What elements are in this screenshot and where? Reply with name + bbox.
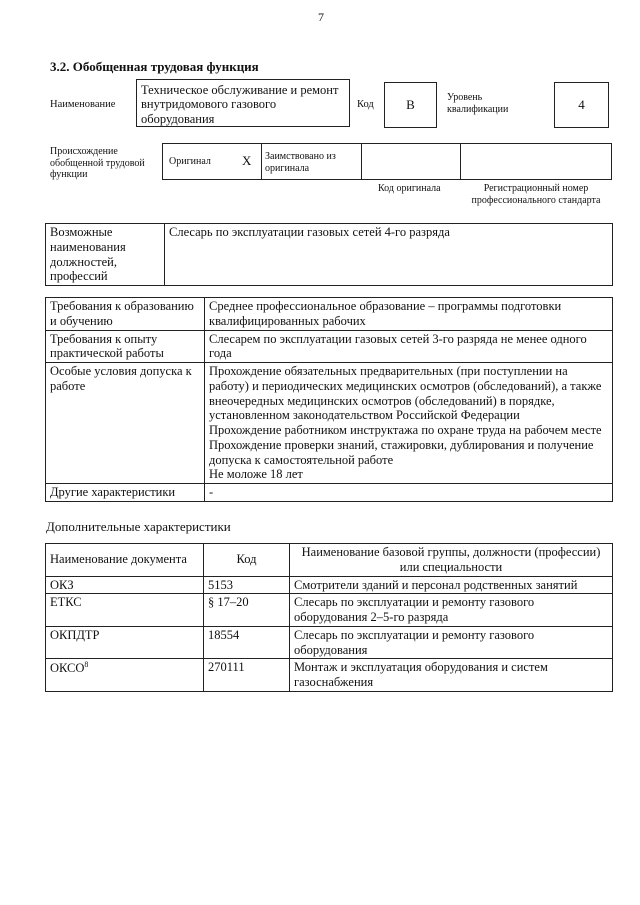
doc-code: § 17–20: [204, 594, 290, 627]
table-row: [46, 659, 613, 692]
additional-title: Дополнительные характеристики: [46, 519, 231, 534]
requirement-line: Прохождение работником инструктажа по охране труда на рабочем месте: [209, 423, 602, 437]
borrowed-label: Заимствовано из оригинала: [265, 151, 336, 174]
code-original-caption: Код оригинала: [378, 183, 441, 194]
header-code: Код: [204, 544, 290, 577]
name-label: Наименование: [50, 99, 116, 110]
positions-value: Слесарь по эксплуатации газовых сетей 4-го разряда: [165, 224, 613, 286]
code-value: B: [406, 97, 415, 112]
requirement-row: [46, 484, 613, 502]
requirement-line: Не моложе 18 лет: [209, 467, 303, 482]
requirement-line: -: [209, 485, 214, 499]
requirements-table: [45, 297, 613, 502]
level-value: 4: [578, 97, 585, 112]
requirement-value: [205, 330, 613, 363]
requirement-label: Требования к образованию и обучению: [46, 298, 205, 331]
header-doc: Наименование документа: [46, 544, 204, 577]
origin-label: Происхождение обобщенной трудовой функции: [50, 146, 145, 180]
doc-name: ЕТКС: [46, 594, 204, 627]
group-name: Слесарь по эксплуатации и ремонту газового оборудования 2–5-го разряда: [290, 594, 613, 627]
requirement-row: [46, 363, 613, 484]
requirement-label: Требования к опыту практической работы: [46, 330, 205, 363]
doc-name: ОКПДТР: [46, 626, 204, 659]
reg-number-caption: Регистрационный номер профессионального стандарта: [471, 183, 601, 206]
footnote-ref: 8: [84, 660, 89, 670]
page-number: 7: [318, 10, 324, 24]
doc-name: ОКЗ: [46, 576, 204, 594]
requirement-line: Прохождение обязательных предварительных (при поступлении на работу) и периодических медицинских осмотров (обследований), а также внеочередных медицинских осмотров (обследований) в порядке, установленном законодательством Российской Федерации: [209, 364, 602, 423]
original-label: Оригинал: [169, 156, 211, 167]
doc-name: ОКСО$^8$: [46, 659, 204, 692]
name-value-box: [136, 79, 350, 127]
requirement-label: Особые условия допуска к работе: [46, 363, 205, 484]
level-value-box: [554, 82, 609, 128]
level-label: Уровень квалификации: [447, 92, 509, 115]
additional-table: [45, 543, 613, 692]
requirement-value: [205, 363, 613, 484]
requirement-row: [46, 298, 613, 331]
original-mark: X: [242, 153, 252, 168]
positions-label: Возможные наименования должностей, профессий: [46, 224, 165, 286]
table-row: [46, 594, 613, 627]
group-name: Монтаж и эксплуатация оборудования и систем газоснабжения: [290, 659, 613, 692]
origin-box: [162, 143, 612, 180]
table-row: [46, 576, 613, 594]
name-value: Техническое обслуживание и ремонт внутридомового газового оборудования: [141, 83, 339, 126]
section-title: 3.2. Обобщенная трудовая функция: [50, 59, 259, 74]
doc-code: 270111: [204, 659, 290, 692]
code-label: Код: [357, 99, 374, 110]
requirement-line: Среднее профессиональное образование – программы подготовки квалифицированных рабочих: [209, 299, 562, 328]
header-name: Наименование базовой группы, должности (профессии) или специальности: [290, 544, 613, 577]
group-name: Слесарь по эксплуатации и ремонту газового оборудования: [290, 626, 613, 659]
doc-code: 18554: [204, 626, 290, 659]
table-row: [46, 626, 613, 659]
code-value-box: [384, 82, 437, 128]
doc-code: 5153: [204, 576, 290, 594]
requirement-value: [205, 298, 613, 331]
requirement-line: Слесарем по эксплуатации газовых сетей 3-го разряда не менее одного года: [209, 331, 587, 361]
requirement-label: Другие характеристики: [46, 484, 205, 502]
requirement-line: Прохождение проверки знаний, стажировки, дублирования и получение допуска к самостоятельной работе: [209, 437, 594, 467]
positions-table: [45, 223, 613, 286]
group-name: Смотрители зданий и персонал родственных занятий: [290, 576, 613, 594]
requirement-row: [46, 330, 613, 363]
requirement-value: [205, 484, 613, 502]
